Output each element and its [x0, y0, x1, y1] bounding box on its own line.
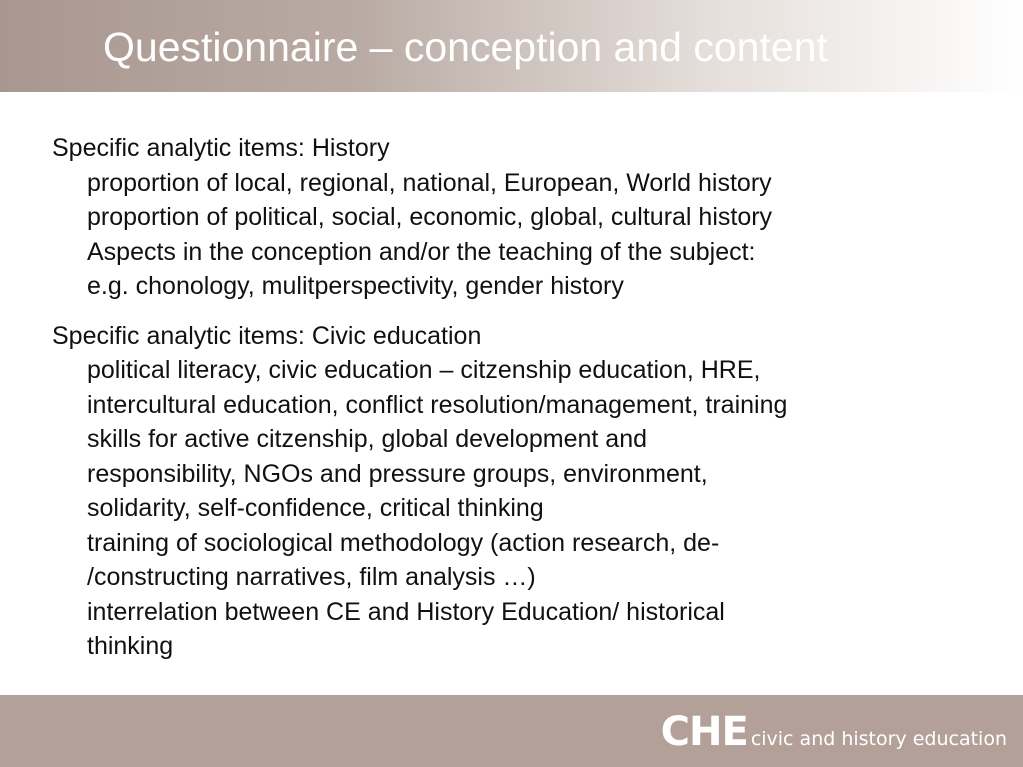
civic-education-items-list	[52, 353, 982, 664]
section-heading-history: Specific analytic items: History	[52, 134, 390, 162]
section-heading-civic-education: Specific analytic items: Civic education	[52, 321, 482, 350]
list-item: thinking	[87, 632, 174, 660]
list-item: responsibility, NGOs and pressure groups, environment,	[87, 459, 708, 488]
logo-mark: CHE	[660, 709, 748, 755]
list-item: proportion of local, regional, national, European, World history	[87, 168, 772, 197]
footer-band	[0, 695, 1023, 767]
logo-tagline: civic and history education	[750, 728, 1007, 750]
list-item: solidarity, self-confidence, critical thinking	[87, 494, 544, 522]
list-item: political literacy, civic education – citzenship education, HRE,	[87, 356, 761, 384]
list-item: proportion of political, social, economic, global, cultural history	[87, 203, 773, 231]
list-item: intercultural education, conflict resolution/management, training	[87, 390, 788, 419]
list-item: training of sociological methodology (action research, de-	[87, 528, 720, 557]
slide-content	[52, 131, 982, 664]
header-band	[0, 0, 1023, 92]
list-item: Aspects in the conception and/or the teaching of the subject:	[87, 237, 756, 266]
section-history	[52, 131, 982, 304]
list-item: interrelation between CE and History Education/ historical	[87, 597, 725, 626]
list-item: /constructing narratives, film analysis …)	[87, 563, 536, 591]
section-civic-education	[52, 319, 982, 664]
history-items-list	[52, 166, 982, 304]
list-item: skills for active citzenship, global development and	[87, 425, 648, 453]
list-item: e.g. chonology, mulitperspectivity, gender history	[87, 272, 624, 300]
che-logo	[661, 710, 1007, 754]
slide-title: Questionnaire – conception and content	[103, 24, 828, 70]
